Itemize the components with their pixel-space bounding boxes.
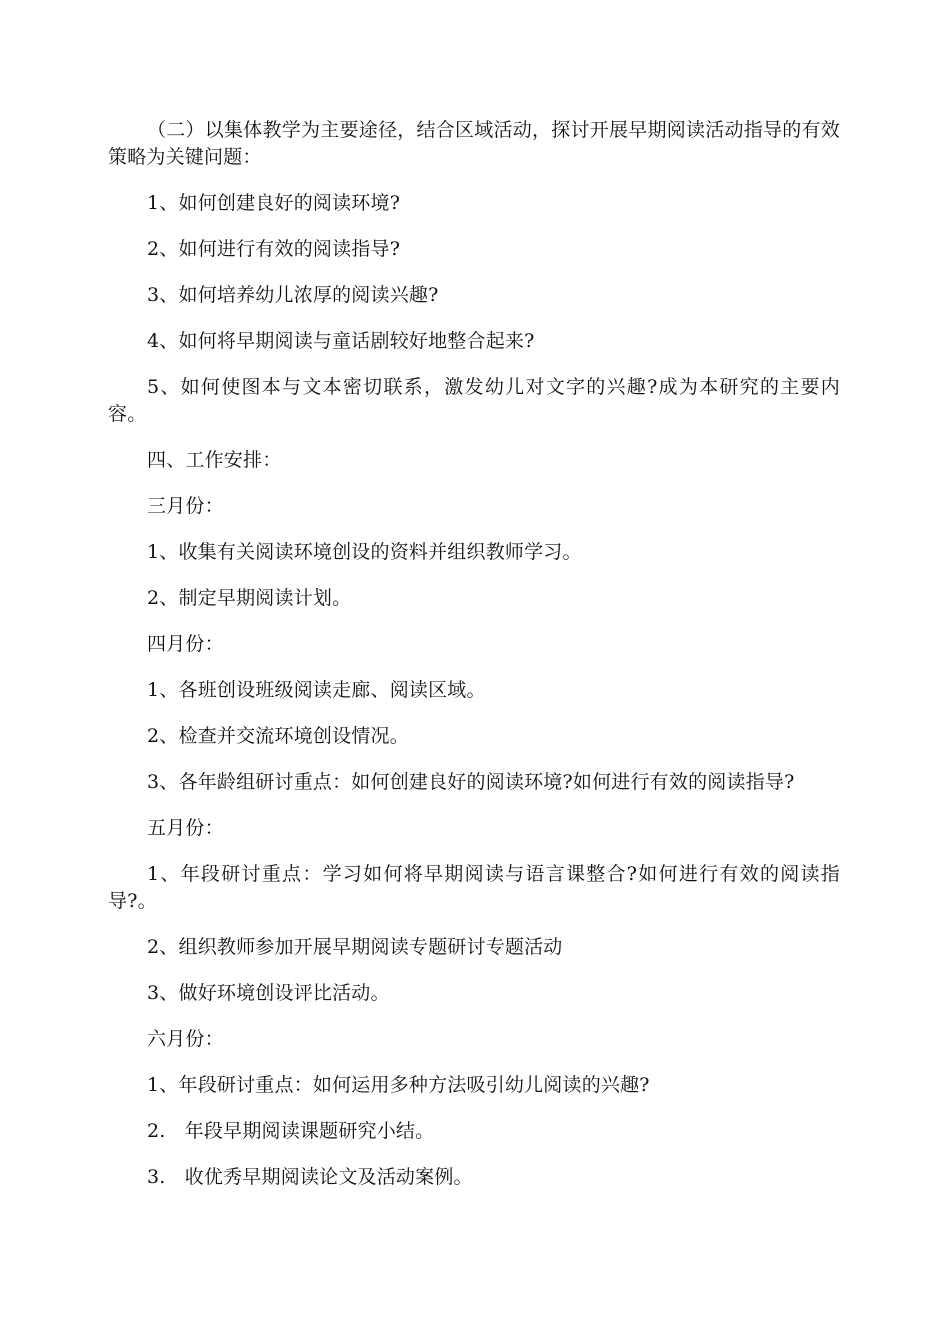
document-body [108,117,840,1210]
may-item-1: 1、年段研讨重点：学习如何将早期阅读与语言课整合?如何进行有效的阅读指导?。 [108,863,840,912]
paragraph-question-1: 1、如何创建良好的阅读环境? [147,192,401,214]
paragraph-question-2: 2、如何进行有效的阅读指导? [147,238,401,260]
march-item-2: 2、制定早期阅读计划。 [147,587,352,609]
april-item-3: 3、各年龄组研讨重点：如何创建良好的阅读环境?如何进行有效的阅读指导? [147,771,795,793]
june-item-3: 3. 收优秀早期阅读论文及活动案例。 [147,1166,473,1188]
month-heading-april: 四月份： [147,633,224,655]
section-heading-work-plan: 四、工作安排： [147,449,282,471]
month-heading-june: 六月份： [147,1028,224,1050]
month-heading-march: 三月份： [147,495,224,517]
may-item-3: 3、做好环境创设评比活动。 [147,982,390,1004]
paragraph-question-3: 3、如何培养幼儿浓厚的阅读兴趣? [147,284,439,306]
april-item-2: 2、检查并交流环境创设情况。 [147,725,409,747]
paragraph-question-4: 4、如何将早期阅读与童话剧较好地整合起来? [147,330,535,352]
april-item-1: 1、各班创设班级阅读走廊、阅读区域。 [147,679,486,701]
june-item-1: 1、年段研讨重点：如何运用多种方法吸引幼儿阅读的兴趣? [147,1074,650,1096]
june-item-2: 2. 年段早期阅读课题研究小结。 [147,1120,435,1142]
march-item-1: 1、收集有关阅读环境创设的资料并组织教师学习。 [147,541,582,563]
paragraph-section-2-intro: （二）以集体教学为主要途径，结合区域活动，探讨开展早期阅读活动指导的有效策略为关键问题： [108,119,840,168]
may-item-2: 2、组织教师参加开展早期阅读专题研讨专题活动 [147,936,563,958]
paragraph-question-5: 5、如何使图本与文本密切联系，激发幼儿对文字的兴趣?成为本研究的主要内容。 [108,376,840,425]
month-heading-may: 五月份： [147,817,224,839]
